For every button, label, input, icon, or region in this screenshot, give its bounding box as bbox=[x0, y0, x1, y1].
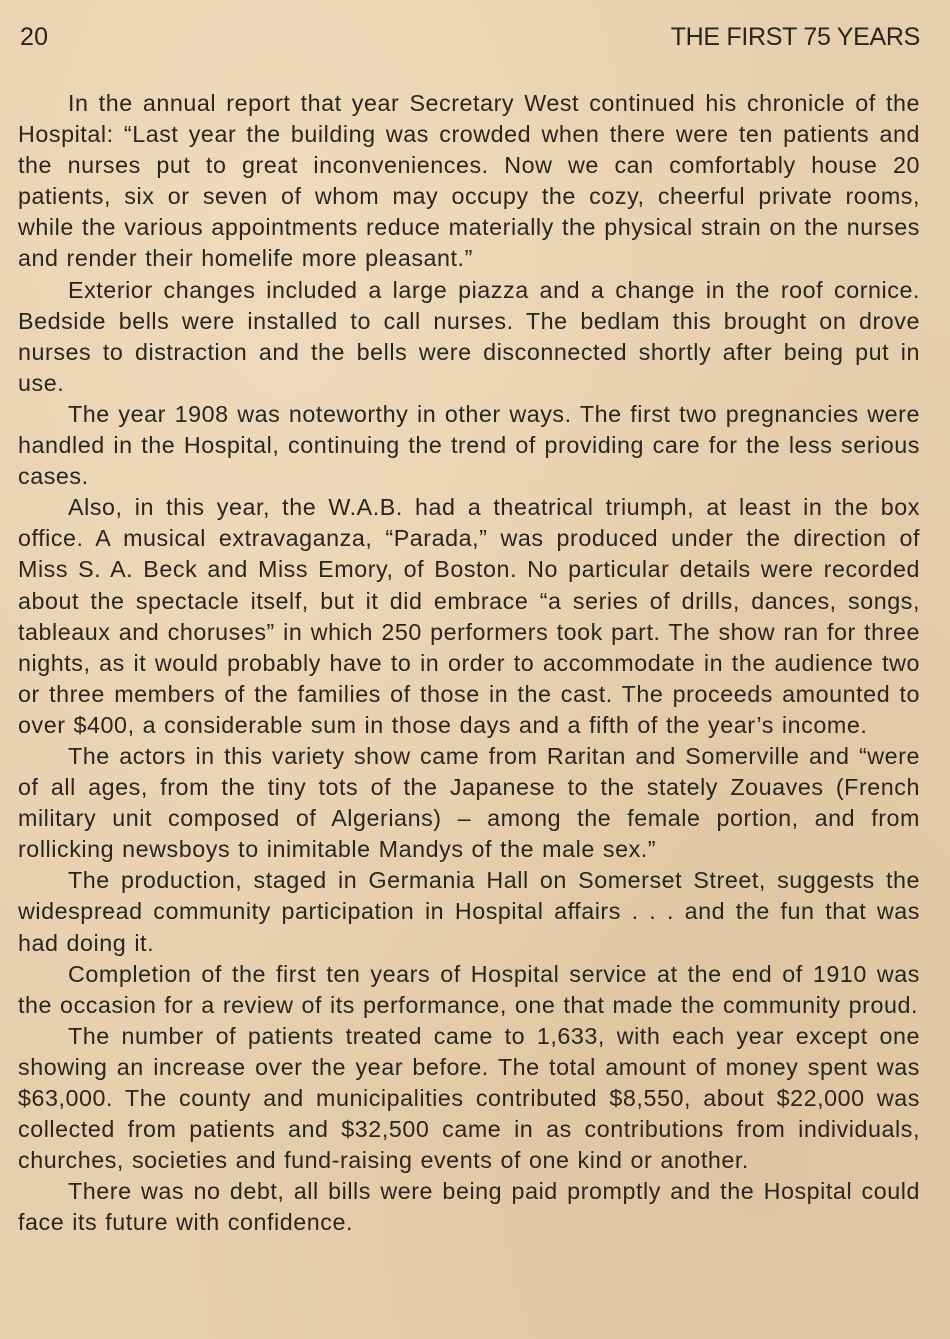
paragraph-no-debt: There was no debt, all bills were being paid promptly and the Hospital could face its future with confidence. bbox=[18, 1178, 920, 1236]
paragraph-exterior-changes: Exterior changes included a large piazza and a change in the roof cornice. Bedside bells were installed to call nurses. The bedlam this brought on drove nurses to distraction and the bells were disconnected shortly after being put in use. bbox=[18, 276, 920, 396]
running-head bbox=[18, 22, 920, 52]
paragraph-annual-report: In the annual report that year Secretary West continued his chronicle of the Hospital: “Last year the building was crowded when there were ten patients and the nurses put to great inconveniences. Now we can comfortably house 20 patients, six or seven of whom may occupy the cozy, cheerful private rooms, while the various appointments reduce materially the physical strain on the nurses and render their homelife more pleasant.” bbox=[18, 90, 920, 272]
paragraph-theatrical-triumph: Also, in this year, the W.A.B. had a theatrical triumph, at least in the box office. A musical extravaganza, “Parada,” was produced under the direction of Miss S. A. Beck and Miss Emory, of Boston. No particular details were recorded about the spectacle itself, but it did embrace “a series of drills, dances, songs, tableaux and choruses” in which 250 performers took part. The show ran for three nights, as it would probably have to in order to accommodate in the audience two or three members of the families of those in the cast. The proceeds amounted to over $400, a considerable sum in those days and a fifth of the year’s income. bbox=[18, 494, 920, 738]
body-text bbox=[18, 88, 920, 1238]
page-number: 20 bbox=[20, 23, 49, 51]
paragraph-year-1908: The year 1908 was noteworthy in other ways. The first two pregnancies were handled in the Hospital, continuing the trend of providing care for the less serious cases. bbox=[18, 400, 920, 490]
paragraph-patients-and-finances: The number of patients treated came to 1,633, with each year except one showing an increase over the year before. The total amount of money spent was $63,000. The county and municipalities contributed $8,550, about $22,000 was collected from patients and $32,500 came in as contributions from individuals, churches, societies and fund-raising events of one kind or another. bbox=[18, 1022, 920, 1174]
paragraph-germania-hall: The production, staged in Germania Hall on Somerset Street, suggests the widespread community participation in Hospital affairs . . . and the fun that was had doing it. bbox=[18, 867, 920, 956]
book-title: THE FIRST 75 YEARS bbox=[670, 23, 920, 51]
paragraph-first-ten-years: Completion of the first ten years of Hospital service at the end of 1910 was the occasion for a review of its performance, one that made the community proud. bbox=[18, 960, 920, 1018]
paragraph-variety-show-actors: The actors in this variety show came from Raritan and Somerville and “were of all ages, from the tiny tots of the Japanese to the stately Zouaves (French military unit composed of Algerians) – among the female portion, and from rollicking newsboys to inimitable Mandys of the male sex.” bbox=[18, 742, 920, 863]
